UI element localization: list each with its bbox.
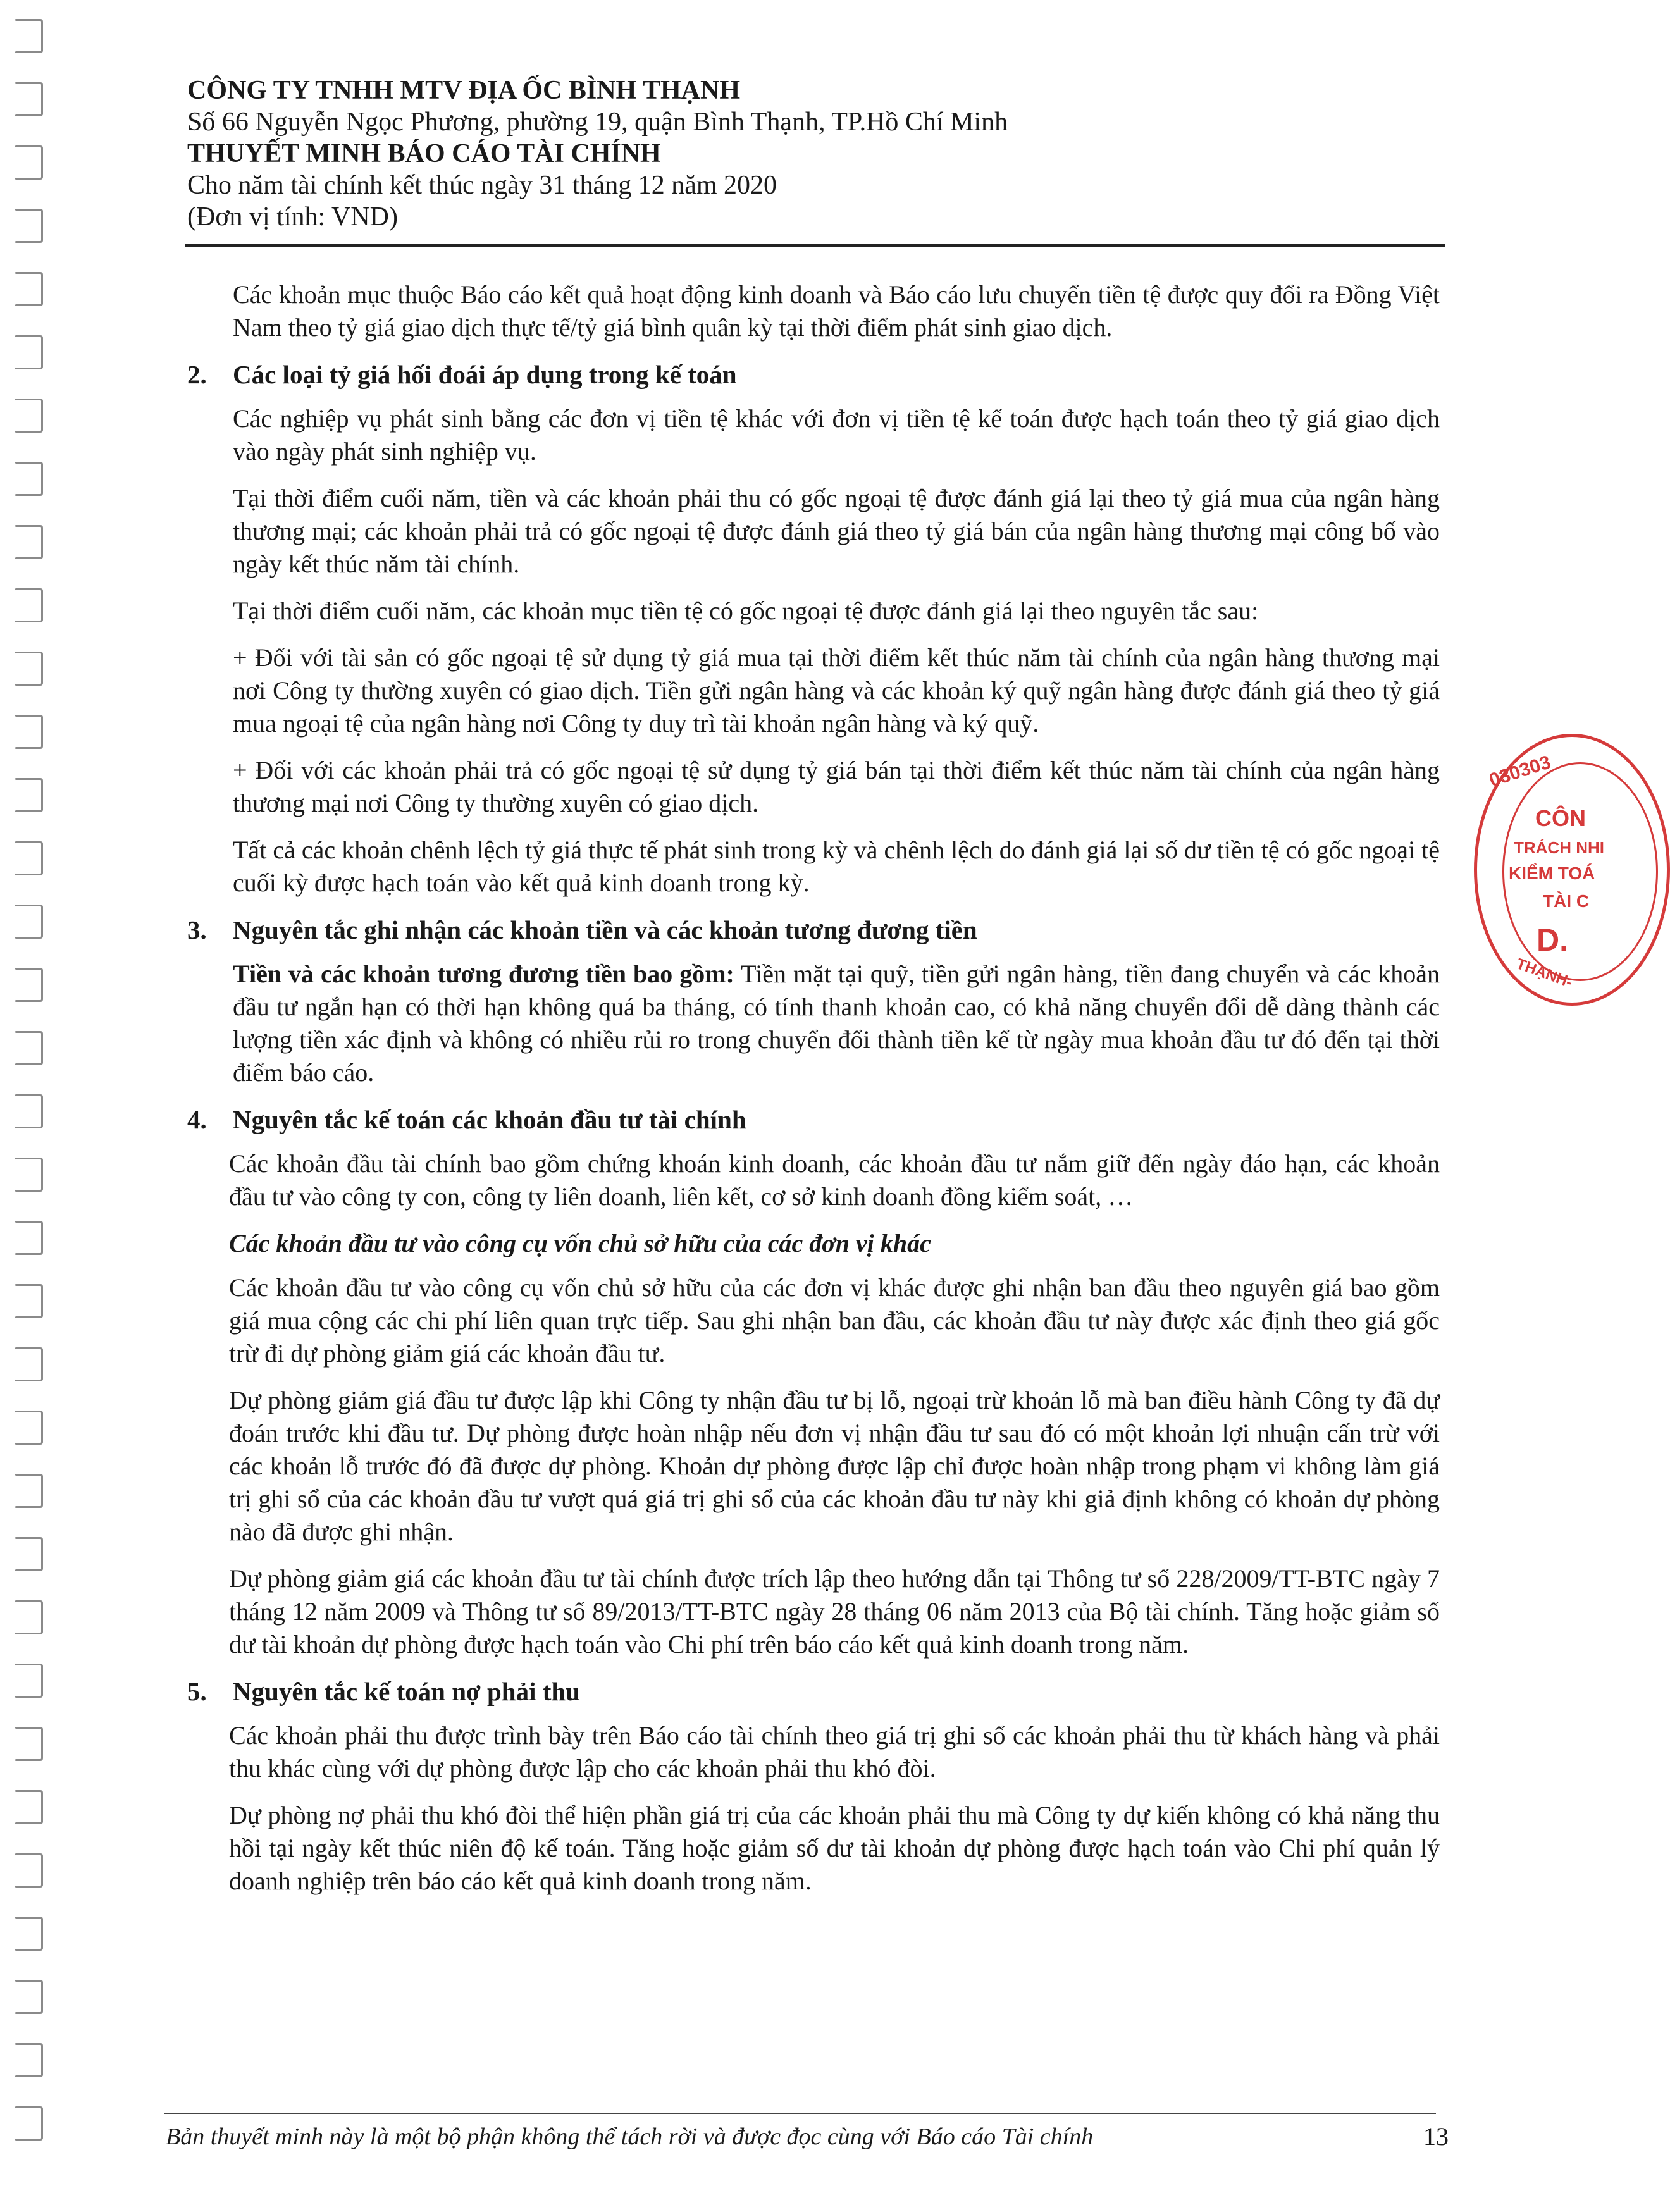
company-name: CÔNG TY TNHH MTV ĐỊA ỐC BÌNH THẠNH — [187, 76, 740, 105]
binding-ring-mark — [14, 1600, 43, 1634]
subheading: Các khoản đầu tư vào công cụ vốn chủ sở hữu của các đơn vị khác — [229, 1229, 931, 1257]
binding-ring-mark — [14, 1158, 43, 1192]
stamp-line: TRÁCH NHI — [1514, 838, 1604, 857]
paragraph: + Đối với tài sản có gốc ngoại tệ sử dụng tỷ giá mua tại thời điểm kết thúc năm tài chính của ngân hàng thương mại nơi Công ty thường xuyên có giao dịch. Tiền gửi ngân hàng và các khoản ký quỹ ngân hàng được đánh giá theo tỷ giá mua ngoại tệ của ngân hàng nơi Công ty duy trì tài khoản ngân hàng và ký quỹ. — [233, 643, 1440, 738]
currency-unit: (Đơn vị tính: VND) — [187, 202, 398, 232]
paragraph: Tất cả các khoản chênh lệch tỷ giá thực tế phát sinh trong kỳ và chênh lệch do đánh giá lại số dư tiền tệ có gốc ngoại tệ cuối kỳ được hạch toán vào kết quả kinh doanh trong kỳ. — [233, 836, 1440, 897]
footer-note: Bản thuyết minh này là một bộ phận không thể tách rời và được đọc cùng với Báo cáo Tài chính — [166, 2123, 1094, 2150]
paragraph: + Đối với các khoản phải trả có gốc ngoại tệ sử dụng tỷ giá bán tại thời điểm kết thúc năm tài chính của ngân hàng thương mại nơi Công ty thường xuyên có giao dịch. — [233, 756, 1440, 817]
binding-ring-mark — [14, 1727, 43, 1761]
binding-ring-mark — [14, 1094, 43, 1128]
stamp-line: CÔN — [1535, 805, 1586, 831]
paragraph: Các khoản đầu tư vào công cụ vốn chủ sở hữu của các đơn vị khác được ghi nhận ban đầu theo nguyên giá bao gồm giá mua cộng các chi phí liên quan trực tiếp. Sau ghi nhận ban đầu, các khoản đầu tư này được xác định theo giá gốc trừ đi dự phòng giảm giá các khoản đầu tư. — [229, 1273, 1440, 1368]
section-heading — [187, 358, 1440, 391]
binding-ring-mark — [14, 1031, 43, 1065]
binding-ring-mark — [14, 778, 43, 812]
binding-ring-mark — [14, 1284, 43, 1318]
binding-ring-mark — [14, 399, 43, 433]
binding-ring-mark — [14, 1474, 43, 1508]
binding-ring-mark — [14, 525, 43, 559]
binding-ring-mark — [14, 335, 43, 369]
section-number: 5. — [187, 1677, 207, 1706]
section-number: 4. — [187, 1105, 207, 1134]
intro-paragraph: Các khoản mục thuộc Báo cáo kết quả hoạt động kinh doanh và Báo cáo lưu chuyển tiền tệ được quy đổi ra Đồng Việt Nam theo tỷ giá giao dịch thực tế/tỷ giá bình quân kỳ tại thời điểm phát sinh giao dịch. — [233, 280, 1440, 342]
binding-ring-mark — [14, 82, 43, 116]
paragraph: Dự phòng giảm giá các khoản đầu tư tài chính được trích lập theo hướng dẫn tại Thông tư số 228/2009/TT-BTC ngày 7 tháng 12 năm 2009 và Thông tư số 89/2013/TT-BTC ngày 28 tháng 06 năm 2013 của Bộ tài chính. Tăng hoặc giảm số dư tài khoản dự phòng được hạch toán vào Chi phí trên báo cáo kết quả kinh doanh trong năm. — [229, 1564, 1440, 1659]
binding-ring-mark — [14, 1347, 43, 1381]
binding-ring-mark — [14, 1853, 43, 1888]
paragraph: Tại thời điểm cuối năm, các khoản mục tiền tệ có gốc ngoại tệ được đánh giá lại theo nguyên tắc sau: — [233, 596, 1259, 625]
paragraph — [233, 958, 1440, 1089]
binding-rings — [9, 19, 53, 2170]
binding-ring-mark — [14, 462, 43, 496]
section-title: Nguyên tắc kế toán nợ phải thu — [233, 1677, 580, 1706]
paragraph: Dự phòng giảm giá đầu tư được lập khi Công ty nhận đầu tư bị lỗ, ngoại trừ khoản lỗ mà ban điều hành Công ty đã dự đoán trước khi đầu tư. Dự phòng được hoàn nhập nếu đơn vị nhận đầu tư sau đó có một khoản lợi nhuận cấn trừ với các khoản lỗ trước đó đã được dự phòng. Khoản dự phòng được lập chỉ được hoàn nhập trong phạm vi không làm giá trị ghi sổ của các khoản đầu tư vượt quá giá trị ghi sổ của các khoản đầu tư này khi giả định không có khoản dự phòng nào đã được ghi nhận. — [229, 1386, 1440, 1546]
binding-ring-mark — [14, 19, 43, 53]
section-heading — [187, 1675, 1440, 1708]
section-title: Nguyên tắc kế toán các khoản đầu tư tài chính — [233, 1105, 746, 1134]
binding-ring-mark — [14, 715, 43, 749]
binding-ring-mark — [14, 1221, 43, 1255]
binding-ring-mark — [14, 1411, 43, 1445]
company-stamp — [1474, 734, 1670, 1006]
binding-ring-mark — [14, 841, 43, 875]
binding-ring-mark — [14, 1917, 43, 1951]
document-header — [187, 75, 1446, 233]
lead-phrase: Tiền và các khoản tương đương tiền bao gồm: — [233, 960, 734, 988]
stamp-line: KIỂM TOÁ — [1509, 863, 1595, 883]
paragraph: Các khoản đầu tài chính bao gồm chứng khoán kinh doanh, các khoản đầu tư nắm giữ đến ngày đáo hạn, các khoản đầu tư vào công ty con, công ty liên doanh, liên kết, cơ sở kinh doanh đồng kiểm soát, … — [229, 1149, 1440, 1211]
section-title: Các loại tỷ giá hối đoái áp dụng trong kế toán — [233, 360, 737, 389]
section-number: 2. — [187, 360, 207, 389]
stamp-bottom: THẠNH- — [1514, 955, 1574, 991]
binding-ring-mark — [14, 652, 43, 686]
reporting-period: Cho năm tài chính kết thúc ngày 31 tháng 12 năm 2020 — [187, 171, 777, 200]
header-rule — [185, 244, 1445, 247]
binding-ring-mark — [14, 588, 43, 622]
stamp-letter: D. — [1537, 922, 1568, 958]
section-title: Nguyên tắc ghi nhận các khoản tiền và các khoản tương đương tiền — [233, 915, 977, 944]
binding-ring-mark — [14, 1537, 43, 1571]
binding-ring-mark — [14, 905, 43, 939]
section-heading — [187, 1103, 1440, 1136]
paragraph: Dự phòng nợ phải thu khó đòi thể hiện phần giá trị của các khoản phải thu mà Công ty dự kiến không có khả năng thu hồi tại ngày kết thúc niên độ kế toán. Tăng hoặc giảm số dư tài khoản dự phòng được hạch toán vào Chi phí quản lý doanh nghiệp trên báo cáo kết quả kinh doanh trong năm. — [229, 1801, 1440, 1895]
company-address: Số 66 Nguyễn Ngọc Phương, phường 19, quận Bình Thạnh, TP.Hồ Chí Minh — [187, 108, 1008, 137]
binding-ring-mark — [14, 2043, 43, 2077]
binding-ring-mark — [14, 1664, 43, 1698]
binding-ring-mark — [14, 968, 43, 1002]
paragraph: Các khoản phải thu được trình bày trên Báo cáo tài chính theo giá trị ghi sổ các khoản phải thu từ khách hàng và phải thu khác cùng với dự phòng được lập cho các khoản phải thu khó đòi. — [229, 1721, 1440, 1783]
page-number: 13 — [1423, 2122, 1449, 2151]
binding-ring-mark — [14, 2106, 43, 2141]
document-body — [187, 278, 1440, 1912]
document-title: THUYẾT MINH BÁO CÁO TÀI CHÍNH — [187, 139, 661, 168]
binding-ring-mark — [14, 1790, 43, 1824]
binding-ring-mark — [14, 145, 43, 180]
binding-ring-mark — [14, 1980, 43, 2014]
lead-rest: Tiền mặt tại quỹ, tiền gửi ngân hàng, tiền đang chuyển và các khoản đầu tư ngắn hạn có thời hạn không quá ba tháng, có tính thanh khoản cao, có khả năng chuyển đổi dễ dàng thành các lượng tiền xác định và không có nhiều rủi ro trong chuyển đổi thành tiền kể từ ngày mua khoản đầu tư đó đến tại thời điểm báo cáo. — [233, 960, 1440, 1087]
footer-rule — [164, 2113, 1436, 2114]
section-number: 3. — [187, 915, 207, 944]
paragraph: Các nghiệp vụ phát sinh bằng các đơn vị tiền tệ khác với đơn vị tiền tệ kế toán được hạch toán theo tỷ giá giao dịch vào ngày phát sinh nghiệp vụ. — [233, 404, 1440, 466]
section-heading — [187, 913, 1440, 946]
binding-ring-mark — [14, 209, 43, 243]
stamp-line: TÀI C — [1543, 891, 1590, 911]
stamp-number: 030303 — [1487, 751, 1554, 791]
binding-ring-mark — [14, 272, 43, 306]
paragraph: Tại thời điểm cuối năm, tiền và các khoản phải thu có gốc ngoại tệ được đánh giá lại theo tỷ giá mua của ngân hàng thương mại; các khoản phải trả có gốc ngoại tệ được đánh giá theo tỷ giá bán của ngân hàng thương mại công bố vào ngày kết thúc năm tài chính. — [233, 484, 1440, 578]
